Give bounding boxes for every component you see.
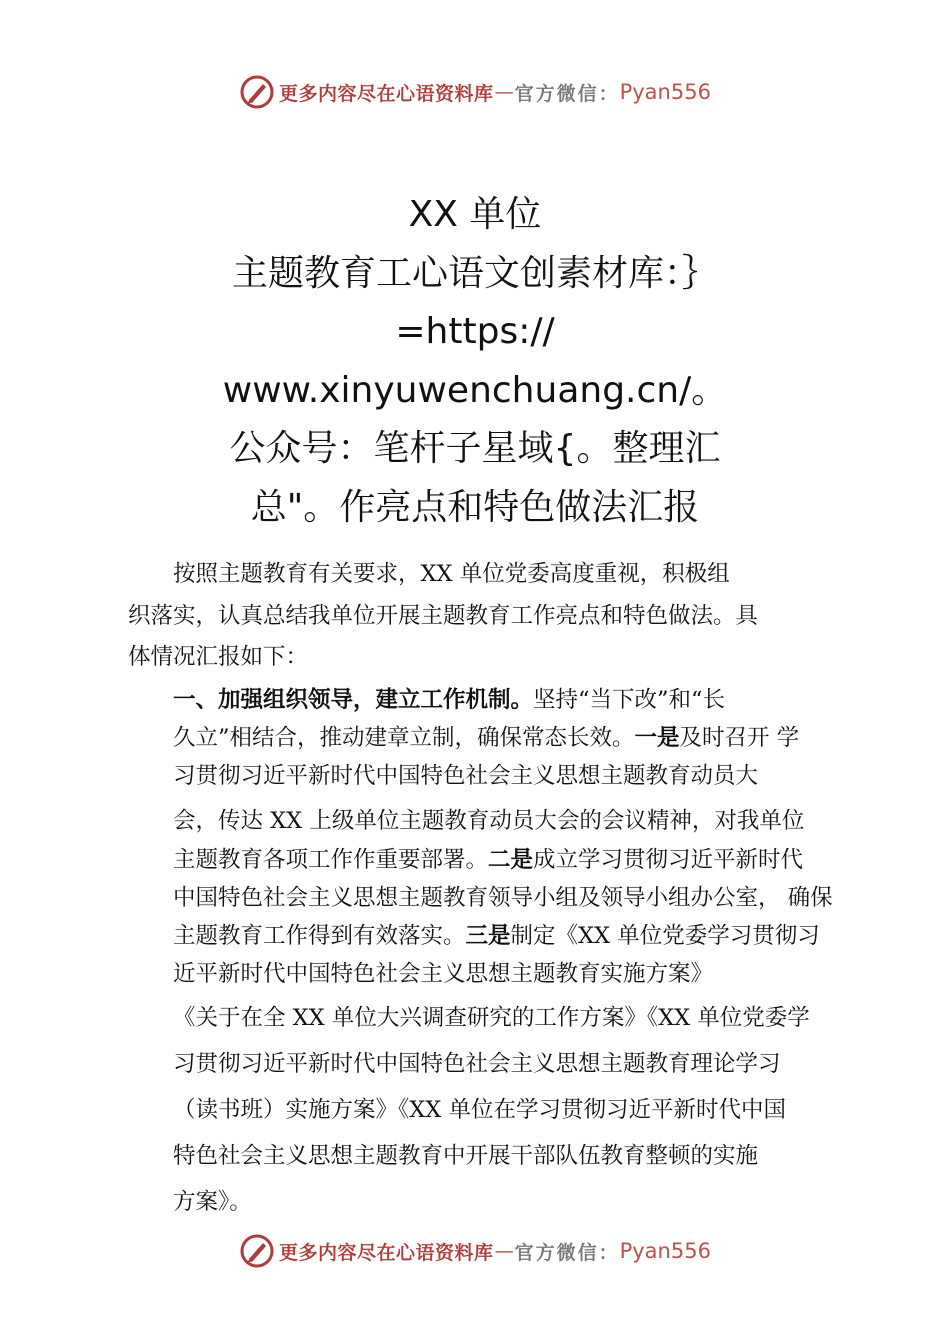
section-heading: 一、加强组织领导，建立工作机制。	[173, 686, 534, 713]
text-line: （读书班）实施方案》《XX 单位在学习贯彻习近平新时代中国	[173, 1096, 786, 1123]
document-title	[140, 186, 810, 537]
text-span: 制定《XX 单位党委学习贯彻习	[510, 922, 820, 949]
intro-paragraph	[128, 554, 858, 679]
text-line: 特色社会主义思想主题教育中开展干部队伍教育整顿的实施	[173, 1142, 759, 1169]
banner-dash: —	[494, 1240, 514, 1262]
title-line: 公众号：笔杆子星域{。整理汇	[229, 428, 721, 469]
pen-logo-icon	[239, 74, 275, 110]
banner-wechat-label: 官方微信：	[514, 1241, 620, 1264]
text-span: 成立学习贯彻习近平新时代	[533, 846, 804, 873]
text-line: 会，传达 XX 上级单位主题教育动员大会的会议精神，对我单位	[173, 807, 805, 834]
banner-slogan: 更多内容尽在心语资料库	[279, 1241, 494, 1264]
text-line: 中国特色社会主义思想主题教育领导小组及领导小组办公室， 确保	[173, 884, 833, 911]
text-span: 主题教育各项工作作重要部署。	[173, 846, 489, 873]
banner-slogan: 更多内容尽在心语资料库	[279, 82, 494, 105]
bold-marker: 一是	[634, 724, 680, 751]
section-one-paragraph	[128, 681, 858, 1223]
title-line: www.xinyuwenchuang.cn/。	[222, 369, 728, 411]
banner-wechat-id: Pyan556	[619, 1239, 711, 1263]
document-body	[128, 554, 858, 1223]
title-line: XX 单位	[408, 194, 542, 235]
text-line: 按照主题教育有关要求，XX 单位党委高度重视，积极组	[173, 561, 730, 587]
text-line: 织落实，认真总结我单位开展主题教育工作亮点和特色做法。具	[128, 602, 759, 629]
text-line: 习贯彻习近平新时代中国特色社会主义思想主题教育动员大	[173, 762, 759, 789]
bold-marker: 三是	[465, 922, 511, 949]
text-line: 习贯彻习近平新时代中国特色社会主义思想主题教育理论学习	[173, 1050, 781, 1077]
text-span: 主题教育工作得到有效落实。	[173, 922, 466, 949]
footer-banner	[0, 1231, 950, 1271]
text-line: 近平新时代中国特色社会主义思想主题教育实施方案》	[173, 960, 714, 987]
text-line: 体情况汇报如下：	[128, 644, 309, 670]
banner-dash: —	[494, 81, 514, 103]
text-line: 《关于在全 XX 单位大兴调查研究的工作方案》《XX 单位党委学	[173, 1004, 810, 1031]
text-span: 及时召开 学	[679, 724, 800, 751]
header-banner	[0, 72, 950, 112]
title-line: 主题教育工心语文创素材库：｝	[231, 252, 718, 294]
text-span: 坚持“当下改”和“长	[533, 686, 726, 713]
bold-marker: 二是	[488, 846, 534, 873]
title-line: 总"。作亮点和特色做法汇报	[250, 486, 700, 528]
title-line: =https://	[395, 311, 555, 352]
banner-wechat-label: 官方微信：	[514, 82, 620, 105]
text-line: 方案》。	[173, 1188, 252, 1215]
banner-wechat-id: Pyan556	[619, 80, 711, 104]
text-span: 久立”相结合，推动建章立制，确保常态长效。	[173, 724, 635, 751]
pen-logo-icon	[239, 1233, 275, 1269]
